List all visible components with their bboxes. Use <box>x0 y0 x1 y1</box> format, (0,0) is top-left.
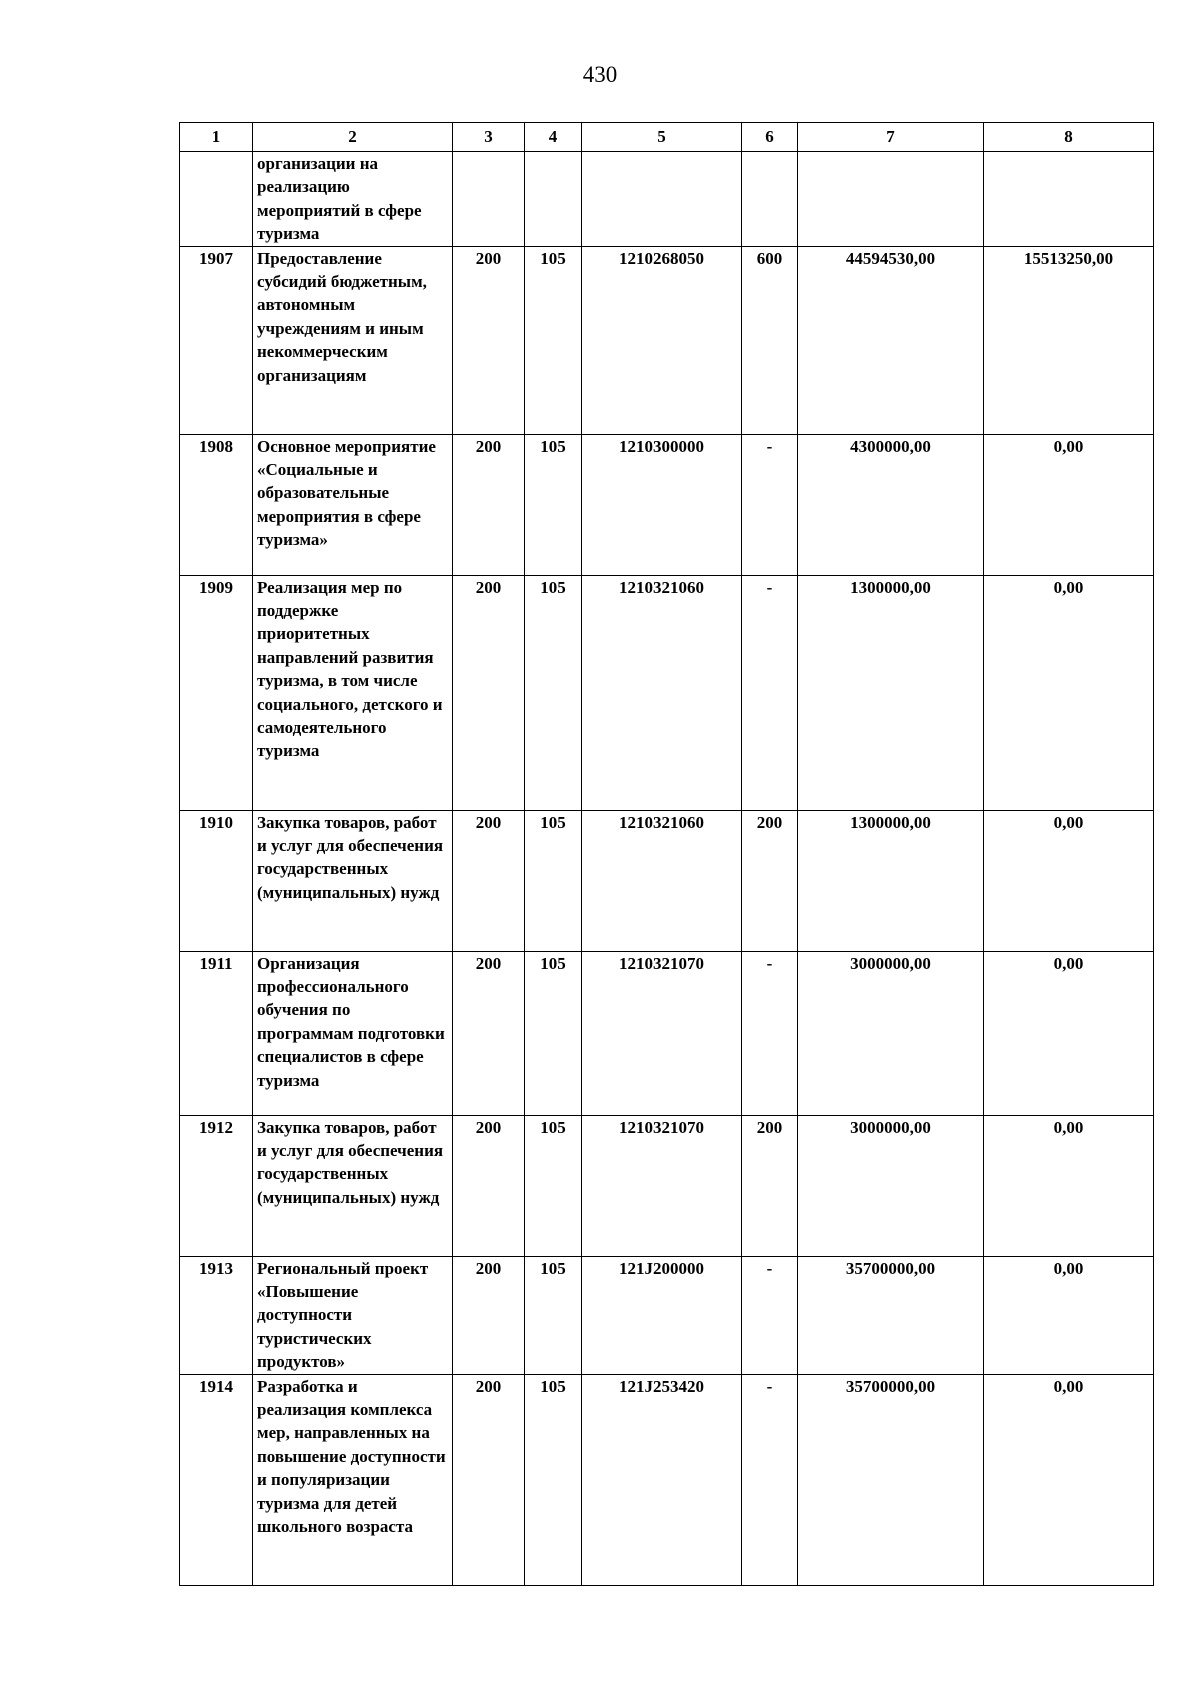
row-description: Закупка товаров, работ и услуг для обеспечения государственных (муниципальных) нужд <box>253 810 453 951</box>
cell-col3: 200 <box>453 1374 525 1585</box>
page-number: 430 <box>582 62 618 87</box>
header-cell: 7 <box>798 123 984 152</box>
row-number: 1912 <box>180 1115 253 1256</box>
row-number: 1907 <box>180 246 253 434</box>
row-number: 1911 <box>180 951 253 1115</box>
cell-col8: 0,00 <box>984 575 1154 810</box>
row-number: 1909 <box>180 575 253 810</box>
table-row <box>180 434 1154 575</box>
header-cell: 5 <box>582 123 742 152</box>
cell-col8: 0,00 <box>984 1256 1154 1374</box>
cell-col4: 105 <box>525 1115 582 1256</box>
cell-col7: 4300000,00 <box>798 434 984 575</box>
row-description: Региональный проект «Повышение доступности туристических продуктов» <box>253 1256 453 1374</box>
header-cell: 2 <box>253 123 453 152</box>
header-cell: 4 <box>525 123 582 152</box>
row-description: Закупка товаров, работ и услуг для обеспечения государственных (муниципальных) нужд <box>253 1115 453 1256</box>
cell-col8: 0,00 <box>984 951 1154 1115</box>
row-description: организации на реализацию мероприятий в сфере туризма <box>253 152 453 247</box>
cell-col6: - <box>742 575 798 810</box>
cell-col6: - <box>742 1374 798 1585</box>
cell-col4: 105 <box>525 951 582 1115</box>
cell-col3: 200 <box>453 1115 525 1256</box>
cell-col5: 1210268050 <box>582 246 742 434</box>
table-row <box>180 152 1154 247</box>
row-description: Основное мероприятие «Социальные и образовательные мероприятия в сфере туризма» <box>253 434 453 575</box>
row-number: 1914 <box>180 1374 253 1585</box>
table-row <box>180 951 1154 1115</box>
cell-col5: 1210300000 <box>582 434 742 575</box>
cell-col7 <box>798 152 984 247</box>
budget-table <box>179 122 1154 1586</box>
table-row <box>180 810 1154 951</box>
cell-col8 <box>984 152 1154 247</box>
cell-col5: 121J200000 <box>582 1256 742 1374</box>
table-row <box>180 575 1154 810</box>
table-row <box>180 246 1154 434</box>
cell-col7: 1300000,00 <box>798 810 984 951</box>
cell-col5: 1210321060 <box>582 575 742 810</box>
header-cell: 6 <box>742 123 798 152</box>
table-row <box>180 1256 1154 1374</box>
row-number: 1908 <box>180 434 253 575</box>
row-description: Организация профессионального обучения по программам подготовки специалистов в сфере туризма <box>253 951 453 1115</box>
cell-col8: 0,00 <box>984 1115 1154 1256</box>
cell-col5 <box>582 152 742 247</box>
cell-col4: 105 <box>525 434 582 575</box>
header-cell: 1 <box>180 123 253 152</box>
cell-col3: 200 <box>453 951 525 1115</box>
cell-col6: 600 <box>742 246 798 434</box>
cell-col6: - <box>742 1256 798 1374</box>
cell-col4 <box>525 152 582 247</box>
cell-col3: 200 <box>453 434 525 575</box>
row-number <box>180 152 253 247</box>
cell-col3: 200 <box>453 1256 525 1374</box>
cell-col4: 105 <box>525 810 582 951</box>
cell-col4: 105 <box>525 575 582 810</box>
cell-col4: 105 <box>525 1374 582 1585</box>
cell-col3: 200 <box>453 810 525 951</box>
row-number: 1913 <box>180 1256 253 1374</box>
cell-col6: 200 <box>742 810 798 951</box>
cell-col6: - <box>742 434 798 575</box>
row-number: 1910 <box>180 810 253 951</box>
cell-col7: 1300000,00 <box>798 575 984 810</box>
cell-col6: - <box>742 951 798 1115</box>
cell-col3: 200 <box>453 575 525 810</box>
table-row <box>180 1374 1154 1585</box>
cell-col8: 0,00 <box>984 434 1154 575</box>
row-description: Реализация мер по поддержке приоритетных направлений развития туризма, в том числе социального, детского и самодеятельного туризма <box>253 575 453 810</box>
header-cell: 8 <box>984 123 1154 152</box>
cell-col4: 105 <box>525 246 582 434</box>
row-description: Предоставление субсидий бюджетным, автономным учреждениям и иным некоммерческим организациям <box>253 246 453 434</box>
cell-col4: 105 <box>525 1256 582 1374</box>
row-description: Разработка и реализация комплекса мер, направленных на повышение доступности и популяризации туризма для детей школьного возраста <box>253 1374 453 1585</box>
cell-col8: 0,00 <box>984 810 1154 951</box>
cell-col7: 44594530,00 <box>798 246 984 434</box>
table-header-row <box>180 123 1154 152</box>
cell-col6: 200 <box>742 1115 798 1256</box>
cell-col5: 1210321070 <box>582 1115 742 1256</box>
cell-col8: 15513250,00 <box>984 246 1154 434</box>
cell-col5: 121J253420 <box>582 1374 742 1585</box>
cell-col3 <box>453 152 525 247</box>
cell-col7: 35700000,00 <box>798 1374 984 1585</box>
table-row <box>180 1115 1154 1256</box>
header-cell: 3 <box>453 123 525 152</box>
cell-col6 <box>742 152 798 247</box>
cell-col5: 1210321070 <box>582 951 742 1115</box>
cell-col3: 200 <box>453 246 525 434</box>
cell-col5: 1210321060 <box>582 810 742 951</box>
cell-col7: 3000000,00 <box>798 1115 984 1256</box>
cell-col7: 35700000,00 <box>798 1256 984 1374</box>
cell-col8: 0,00 <box>984 1374 1154 1585</box>
cell-col7: 3000000,00 <box>798 951 984 1115</box>
